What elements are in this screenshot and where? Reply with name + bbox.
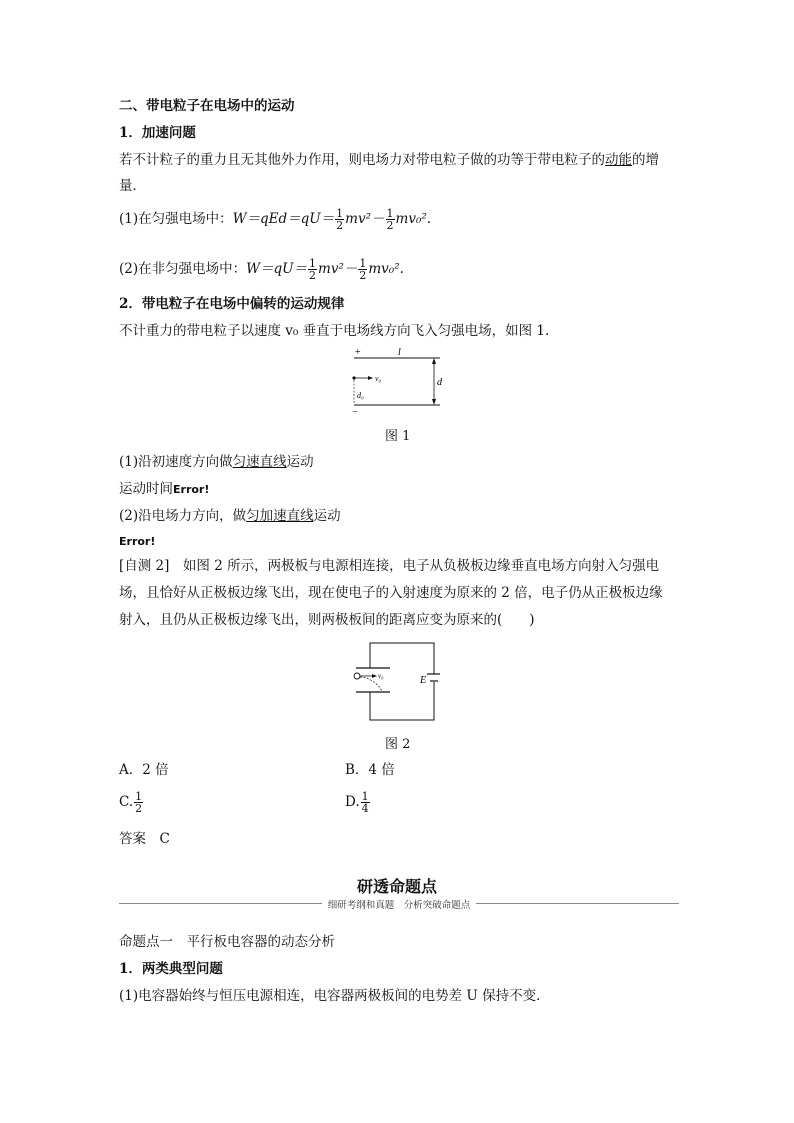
- equation-body: W＝qEd＝qU＝: [232, 211, 335, 227]
- equation-label: (1)在匀强电场中：: [119, 211, 233, 227]
- topic-line-1: (1)电容器始终与恒压电源相连，电容器两极板间的电势差 U 保持不变．: [119, 988, 550, 1004]
- paragraph-acceleration: [119, 151, 659, 169]
- equation-term: mv₀².: [395, 211, 432, 227]
- figure-2-circuit: [350, 640, 440, 724]
- section-subtitle-row: [119, 897, 679, 911]
- question-line-3: 射入，且仍从正极板边缘飞出，则两极板间的距离应变为原来的( ): [119, 612, 535, 628]
- fraction-half: $\frac{1}{2}$: [336, 207, 344, 232]
- figure-1-caption: 图 1: [385, 429, 411, 444]
- equation-uniform-field: [119, 208, 431, 231]
- fraction-one-half: $\frac{1}{2}$: [135, 790, 143, 815]
- question-line-2: 场，且恰好从正极板边缘飞出，现在使电子的入射速度为原来的 2 倍，电子仍从正极板边缘: [119, 585, 663, 601]
- underlined-term: 匀加速直线: [246, 508, 314, 524]
- fraction-half: $\frac{1}{2}$: [309, 257, 317, 282]
- item-deflection: 2．带电粒子在电场中偏转的运动规律: [119, 296, 345, 312]
- item-acceleration: 1．加速问题: [119, 125, 196, 141]
- option-a: A．2 倍: [119, 762, 169, 778]
- equation-body: W＝qU＝: [246, 261, 308, 277]
- text-segment: 运动: [313, 508, 341, 524]
- velocity-label: v₀: [378, 672, 384, 680]
- answer-line: 答案 C: [119, 831, 170, 847]
- section-subtitle: 细研考纲和真题 分析突破命题点: [119, 897, 679, 911]
- topic-item-1: 1．两类典型问题: [119, 961, 223, 977]
- option-c: [119, 789, 144, 815]
- equation-nonuniform-field: [119, 258, 404, 281]
- figure-2-drawing: [350, 640, 440, 724]
- text-segment: (1)沿初速度方向做: [119, 454, 233, 470]
- equation-label: (2)在非匀强电场中：: [119, 261, 247, 277]
- option-b: B．4 倍: [345, 762, 395, 778]
- underlined-term: 匀速直线: [232, 454, 287, 470]
- minus-sign: −: [352, 407, 358, 417]
- distance-label: d: [437, 377, 442, 388]
- error-text: Error!: [173, 483, 210, 496]
- line-uniform-motion: [119, 453, 314, 471]
- equation-term: mv²－: [318, 261, 358, 277]
- option-d: [345, 789, 371, 815]
- kinetic-energy-term: 动能: [605, 152, 632, 168]
- text-segment: 运动时间: [119, 481, 173, 497]
- option-label: C.: [119, 794, 134, 810]
- paragraph-text: 若不计粒子的重力且无其他外力作用，则电场力对带电粒子做的功等于带电粒子的: [119, 152, 605, 168]
- figure-2-caption: 图 2: [385, 737, 411, 752]
- heading-charged-particle-motion: 二、带电粒子在电场中的运动: [119, 98, 295, 114]
- plus-sign: +: [355, 347, 361, 358]
- text-segment: (2)沿电场力方向，做: [119, 508, 247, 524]
- emf-label: E: [420, 675, 427, 686]
- paragraph-tail: 的增: [632, 152, 659, 168]
- paragraph-acceleration-cont: 量．: [119, 178, 146, 194]
- line-accelerated-motion: [119, 507, 341, 525]
- option-label: D.: [345, 794, 360, 810]
- equation-term: mv₀².: [368, 261, 404, 277]
- question-line-1: [自测 2] 如图 2 所示，两极板与电源相连接，电子从负极板边缘垂直电场方向射入匀强电: [119, 558, 660, 574]
- paragraph-deflection: 不计重力的带电粒子以速度 v₀ 垂直于电场线方向飞入匀强电场，如图 1.: [119, 323, 550, 339]
- error-text: Error!: [119, 535, 156, 548]
- topic-heading: 命题点一 平行板电容器的动态分析: [119, 934, 335, 950]
- fraction-half: $\frac{1}{2}$: [359, 257, 367, 282]
- velocity-label: v₀: [375, 374, 382, 383]
- figure-1-drawing: [348, 345, 448, 417]
- equation-term: mv²－: [345, 211, 385, 227]
- d0-label: d₀: [357, 391, 364, 400]
- section-title: 研透命题点: [356, 877, 437, 896]
- text-segment: 运动: [286, 454, 314, 470]
- length-label: l: [398, 347, 401, 358]
- fraction-one-quarter: $\frac{1}{4}$: [361, 790, 369, 815]
- figure-1-plates: [348, 345, 448, 417]
- fraction-half: $\frac{1}{2}$: [386, 207, 394, 232]
- line-motion-time: [119, 480, 209, 499]
